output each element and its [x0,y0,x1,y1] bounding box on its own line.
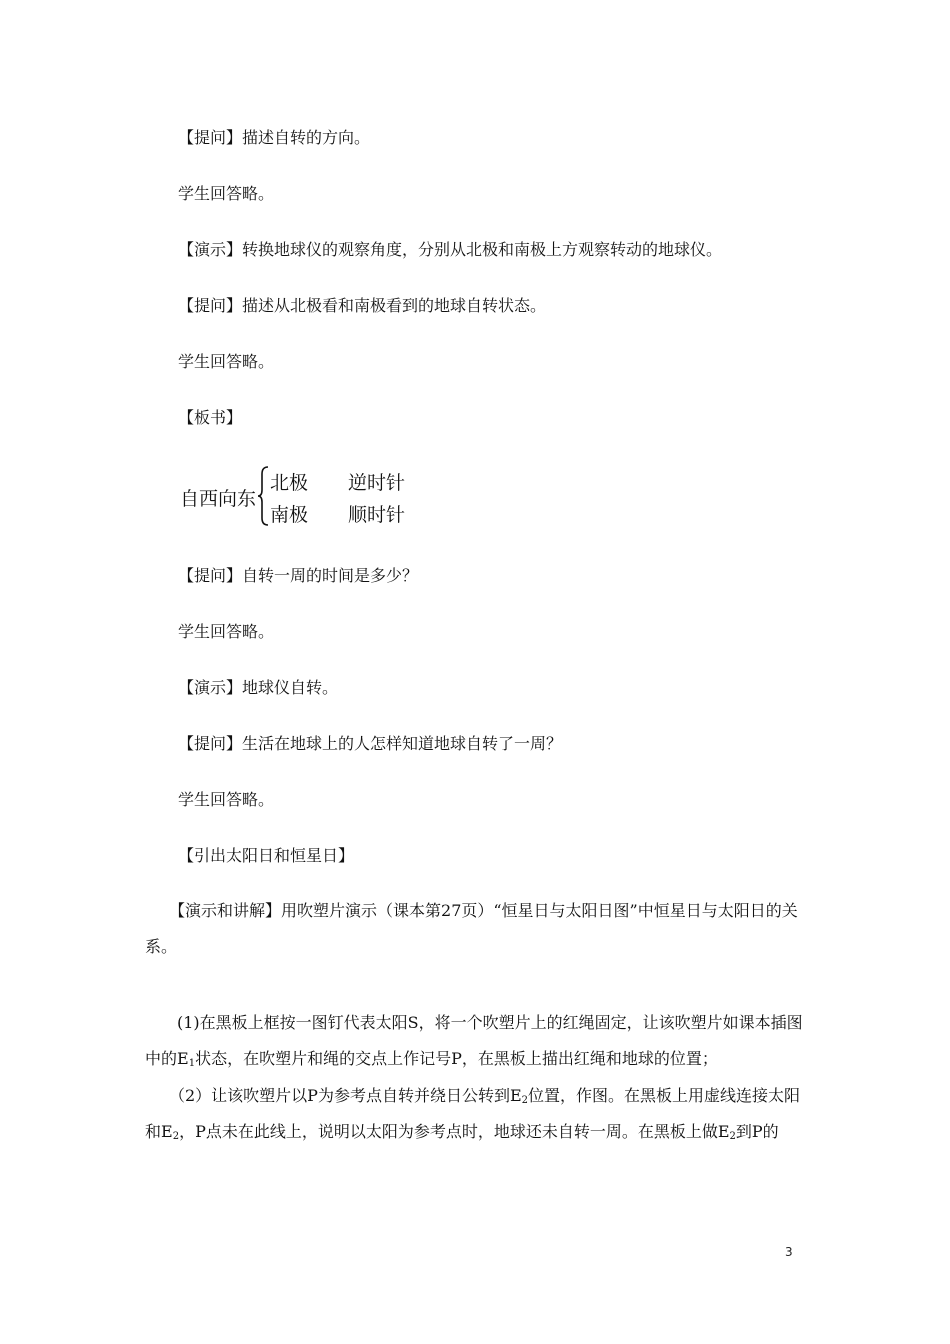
page-number: 3 [785,1245,793,1259]
board-south-pole: 南极 [270,504,309,526]
blackboard-diagram [180,464,410,530]
student-answer: 学生回答略。 [178,622,275,641]
demo-globe-rotation: 【演示】地球仪自转。 [178,678,339,697]
board-clockwise: 顺时针 [348,504,406,526]
student-answer: 学生回答略。 [178,184,275,203]
board-north-pole: 北极 [270,472,309,494]
question-rotation-period: 【提问】自转一周的时间是多少？ [178,566,419,585]
student-answer: 学生回答略。 [178,790,275,809]
blackboard-heading: 【板书】 [178,408,243,427]
paragraph-step-2: （2）让该吹塑片以P为参考点自转并绕日公转到$E_2$位置，作图。在黑板上用虚线连接太阳和$E_2$，P点未在此线上，说明以太阳为参考点时，地球还未自转一周。在黑板上做$E_2$到P的 [145,1086,801,1142]
question-pole-view: 【提问】描述从北极看和南极看到的地球自转状态。 [178,296,547,315]
question-how-know: 【提问】生活在地球上的人怎样知道地球自转了一周？ [178,734,563,753]
paragraph-demo-explanation: 【演示和讲解】用吹塑片演示（课本第27页）“恒星日与太阳日图”中恒星日与太阳日的关系。 [145,901,798,956]
student-answer: 学生回答略。 [178,352,275,371]
curly-brace-icon [257,466,269,526]
demo-globe-angle: 【演示】转换地球仪的观察角度，分别从北极和南极上方观察转动的地球仪。 [178,240,723,259]
question-rotation-direction: 【提问】描述自转的方向。 [178,128,371,147]
paragraph-step-1: (1)在黑板上框按一图钉代表太阳S，将一个吹塑片上的红绳固定，让该吹塑片如课本插图中的$E_1$状态，在吹塑片和绳的交点上作记号P，在黑板上描出红绳和地球的位置； [145,1013,803,1069]
board-counterclockwise: 逆时针 [348,472,406,494]
board-main-direction: 自西向东 [180,488,257,510]
section-solar-sidereal-day: 【引出太阳日和恒星日】 [178,846,355,865]
